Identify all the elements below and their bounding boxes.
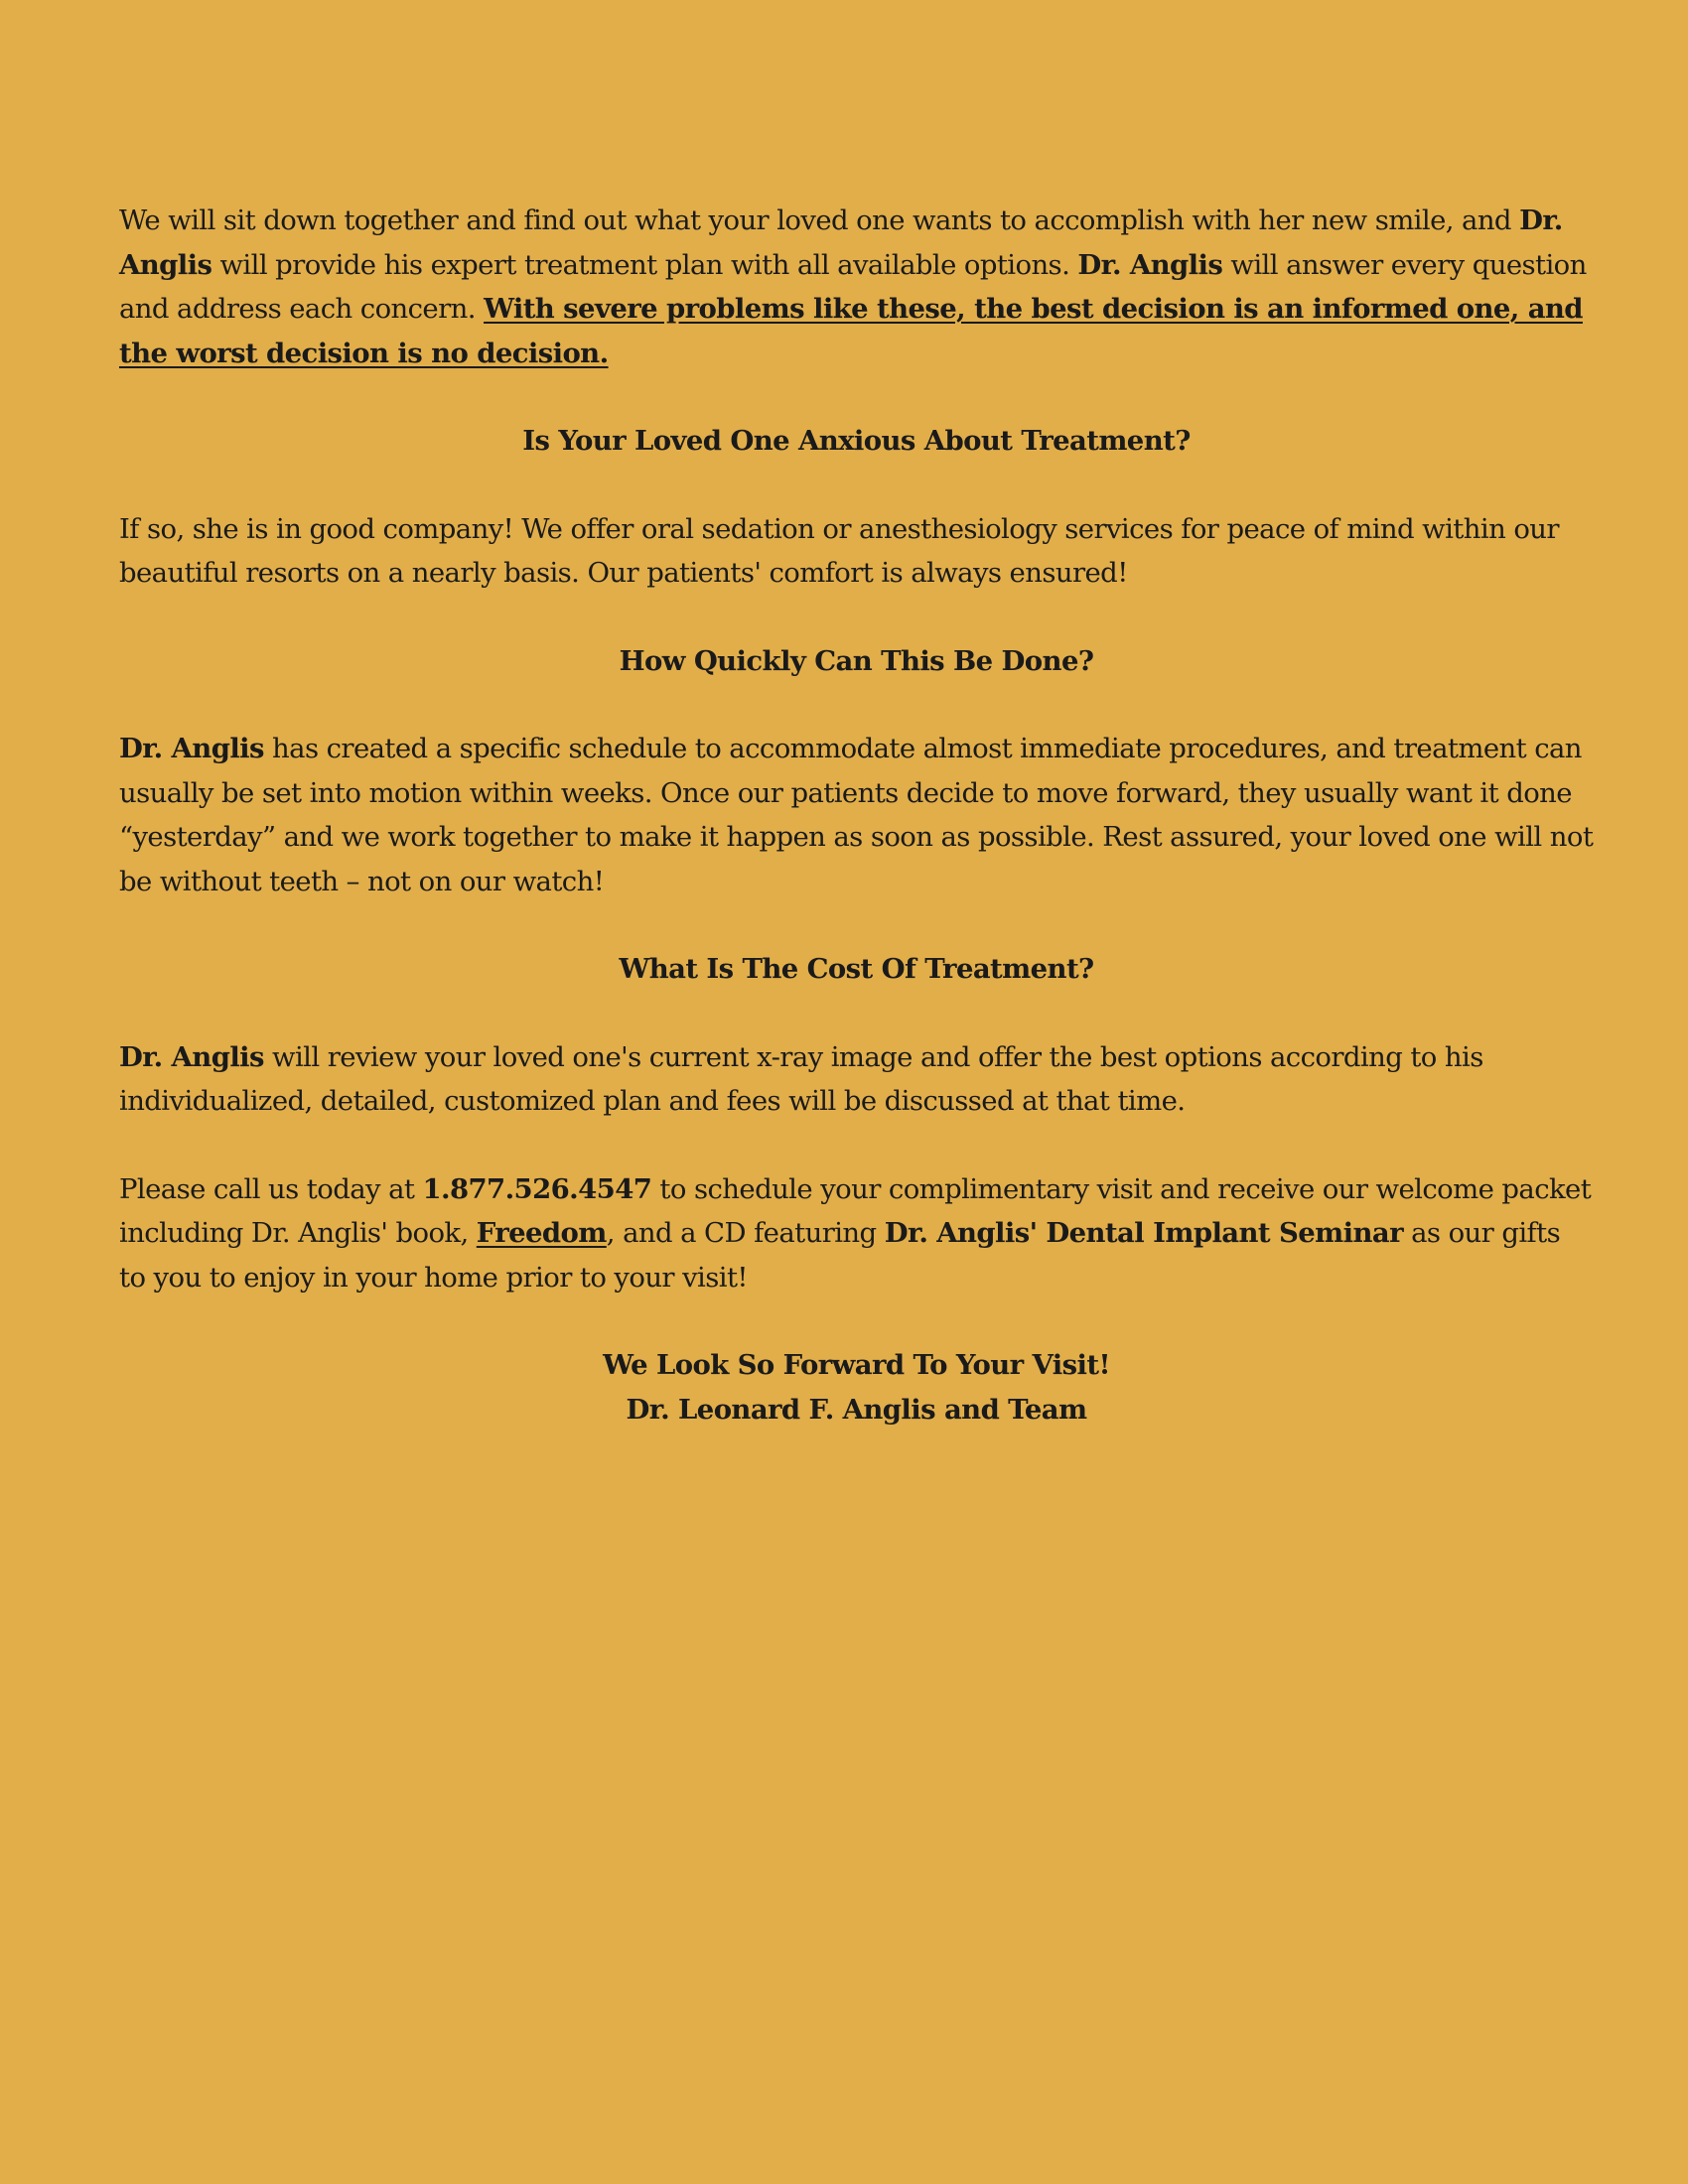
doctor-name: Dr. Anglis	[119, 733, 264, 764]
signoff	[119, 1343, 1594, 1432]
text: will provide his expert treatment plan with all available options.	[211, 248, 1078, 281]
book-title: Freedom	[476, 1217, 607, 1249]
paragraph-call-to-action	[119, 1167, 1594, 1300]
signoff-line-2: Dr. Leonard F. Anglis and Team	[626, 1393, 1087, 1426]
text: to schedule your complimentary visit and receive our welcome packet including Dr. Anglis' book,	[119, 1172, 1592, 1249]
paragraph-schedule	[119, 727, 1594, 903]
text: If so, she is in good company! We offer oral sedation or anesthesiology services for peace of mind within our beautiful resorts on a nearly basis. Our patients' comfort is always ensured!	[119, 512, 1559, 589]
cd-title: Dr. Anglis' Dental Implant Seminar	[884, 1217, 1403, 1249]
paragraph-sedation	[119, 507, 1594, 596]
text: Please call us today at	[119, 1172, 423, 1205]
paragraph-cost	[119, 1035, 1594, 1124]
doctor-name: Dr. Anglis	[1077, 248, 1223, 281]
phone-number: 1.877.526.4547	[422, 1172, 652, 1205]
heading-cost: What Is The Cost Of Treatment?	[619, 953, 1094, 985]
paragraph-consultation	[119, 199, 1594, 375]
signoff-line-1: We Look So Forward To Your Visit!	[603, 1349, 1110, 1381]
text: We will sit down together and find out what your loved one wants to accomplish with her new smile, and	[119, 205, 1520, 236]
text: , and a CD featuring	[606, 1217, 885, 1249]
doctor-name: Dr. Anglis	[119, 205, 1563, 281]
emphasis-statement: With severe problems like these, the best decision is an informed one, and the worst decision is no decision.	[119, 293, 1583, 369]
doctor-name: Dr. Anglis	[119, 1040, 264, 1073]
text: as our gifts to you to enjoy in your home prior to your visit!	[119, 1217, 1561, 1294]
text: will answer every question and address each concern.	[119, 248, 1587, 325]
text: will review your loved one's current x-ray image and offer the best options according to his individualized, detailed, customized plan and fees will be discussed at that time.	[119, 1040, 1483, 1117]
heading-anxious: Is Your Loved One Anxious About Treatment?	[522, 425, 1191, 457]
heading-how-quickly: How Quickly Can This Be Done?	[619, 644, 1094, 677]
text: has created a specific schedule to accommodate almost immediate procedures, and treatment can usually be set into motion within weeks. Once our patients decide to move forward, they usually want it done “yesterday” and we work together to make it happen as soon as possible. Rest assured, your loved one will not be without teeth – not on our watch!	[119, 733, 1594, 897]
